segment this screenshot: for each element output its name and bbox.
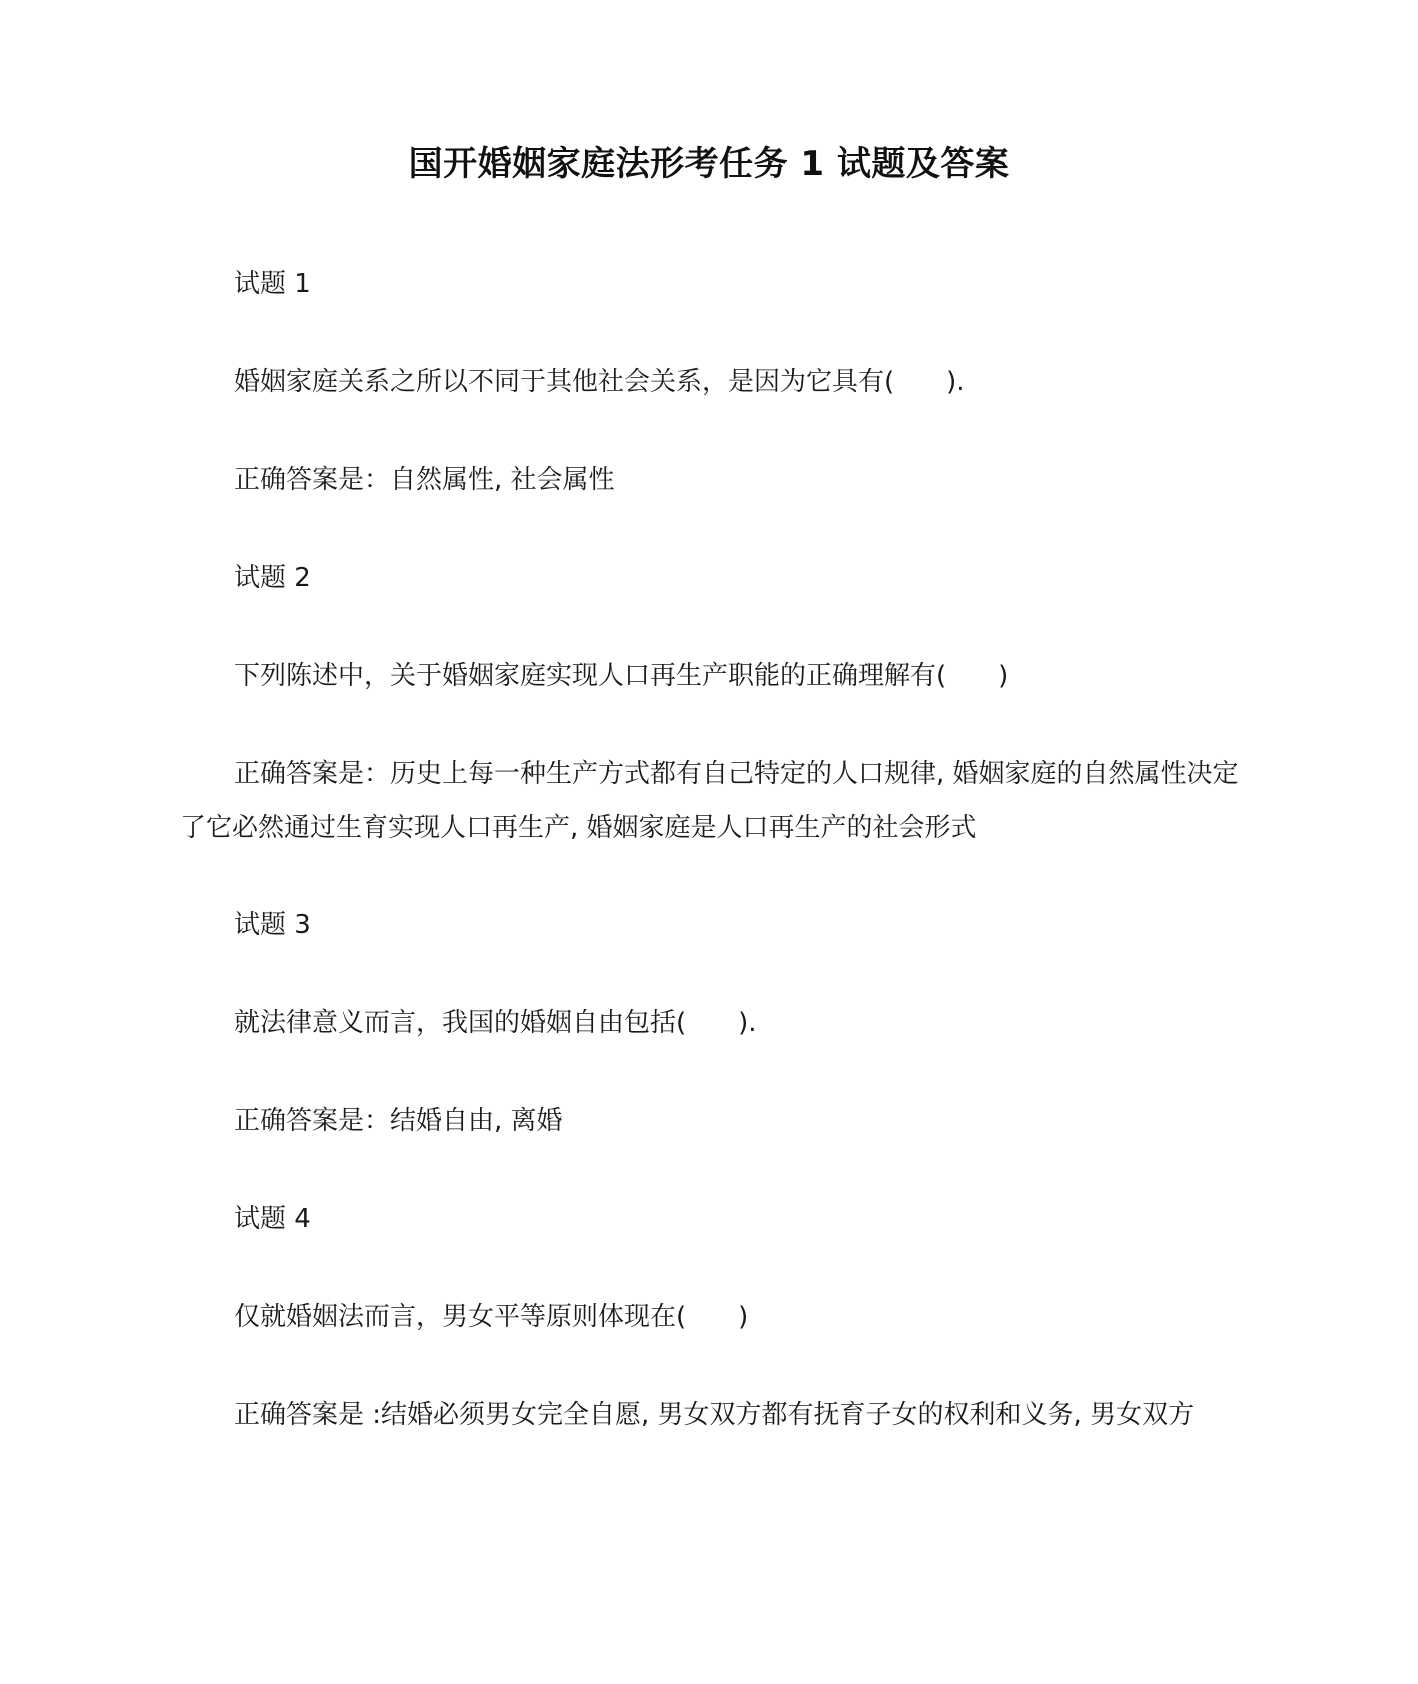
question-2-label: 试题 2 — [234, 563, 311, 593]
question-3-answer: 正确答案是：结婚自由, 离婚 — [234, 1106, 563, 1136]
question-4-text: 仅就婚姻法而言，男女平等原则体现在( ) — [234, 1302, 749, 1332]
document-title: 国开婚姻家庭法形考任务 1 试题及答案 — [408, 144, 1010, 184]
question-3-label: 试题 3 — [234, 910, 311, 940]
question-4-label: 试题 4 — [234, 1204, 311, 1234]
question-3-text: 就法律意义而言，我国的婚姻自由包括( ). — [234, 1008, 757, 1038]
question-1-answer: 正确答案是：自然属性, 社会属性 — [234, 465, 615, 495]
question-1-label: 试题 1 — [234, 269, 311, 299]
question-1-text: 婚姻家庭关系之所以不同于其他社会关系，是因为它具有( ). — [234, 367, 965, 397]
question-4-answer: 正确答案是 :结婚必须男女完全自愿, 男女双方都有抚育子女的权利和义务, 男女双方 — [234, 1400, 1195, 1430]
question-2-answer: 正确答案是：历史上每一种生产方式都有自己特定的人口规律, 婚姻家庭的自然属性决定了它必然通过生育实现人口再生产, 婚姻家庭是人口再生产的社会形式 — [180, 759, 1239, 843]
question-2-text: 下列陈述中，关于婚姻家庭实现人口再生产职能的正确理解有( ) — [234, 661, 1009, 691]
